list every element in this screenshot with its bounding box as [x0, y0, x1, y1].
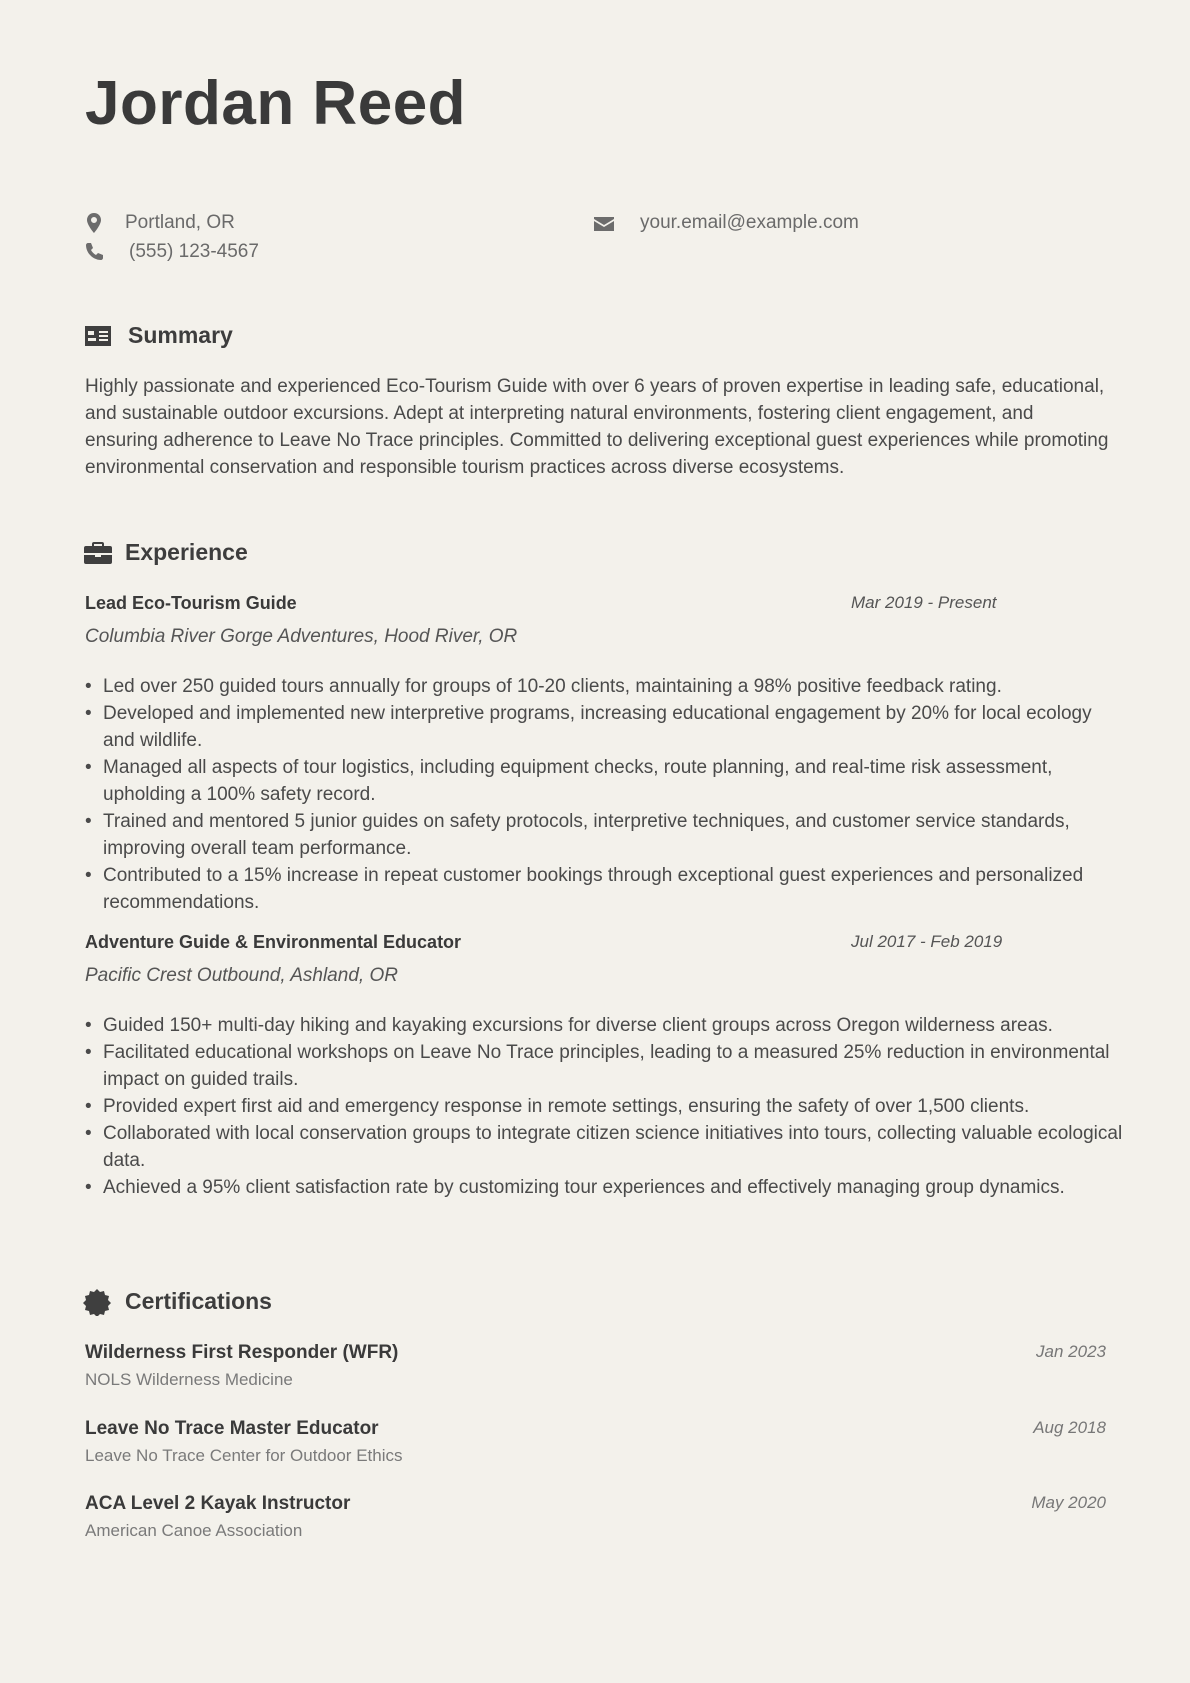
- cert-date: May 2020: [1031, 1493, 1106, 1512]
- list-item: • Achieved a 95% client satisfaction rate by customizing tour experiences and effectively managing group dynamics.: [103, 1174, 1123, 1201]
- cert-date: Jan 2023: [1036, 1342, 1106, 1361]
- job-title: Lead Eco-Tourism Guide: [85, 593, 297, 613]
- envelope-icon: [594, 214, 614, 234]
- briefcase-icon: [84, 539, 112, 567]
- list-item: • Managed all aspects of tour logistics, including equipment checks, route planning, and real-time risk assessment, upholding a 100% safety record.: [103, 754, 1123, 808]
- job-bullets: [85, 1012, 1123, 1201]
- job-title: Adventure Guide & Environmental Educator: [85, 932, 462, 952]
- list-item: • Trained and mentored 5 junior guides on safety protocols, interpretive techniques, and customer service standards, improving overall team performance.: [103, 808, 1123, 862]
- list-item: • Collaborated with local conservation groups to integrate citizen science initiatives into tours, collecting valuable ecological data.: [103, 1120, 1123, 1174]
- list-item: • Contributed to a 15% increase in repeat customer bookings through exceptional guest experiences and personalized recommendations.: [103, 862, 1123, 916]
- list-item: • Led over 250 guided tours annually for groups of 10-20 clients, maintaining a 98% positive feedback rating.: [103, 673, 1123, 700]
- contact-location: Portland, OR: [125, 212, 235, 233]
- job-company: Pacific Crest Outbound, Ashland, OR: [85, 965, 398, 986]
- cert-title: Leave No Trace Master Educator: [85, 1418, 379, 1439]
- experience-heading: Experience: [125, 539, 248, 565]
- list-item: • Developed and implemented new interpretive programs, increasing educational engagement by 20% for local ecology and wildlife.: [103, 700, 1123, 754]
- summary-text: Highly passionate and experienced Eco-Tourism Guide with over 6 years of proven expertise in leading safe, educational, and sustainable outdoor excursions. Adept at interpreting natural environments, fostering client engagement, and ensuring adherence to Leave No Trace principles. Committed to delivering exceptional guest experiences while promoting environmental conservation and responsible tourism practices across diverse ecosystems.: [85, 376, 1109, 478]
- cert-org: NOLS Wilderness Medicine: [85, 1370, 293, 1389]
- id-card-icon: [84, 322, 112, 350]
- cert-org: American Canoe Association: [85, 1521, 303, 1540]
- job-dates: Mar 2019 - Present: [851, 593, 997, 612]
- job-dates: Jul 2017 - Feb 2019: [851, 932, 1003, 951]
- list-item: • Provided expert first aid and emergency response in remote settings, ensuring the safety of over 1,500 clients.: [103, 1093, 1123, 1120]
- cert-title: Wilderness First Responder (WFR): [85, 1342, 399, 1363]
- certifications-heading: Certifications: [125, 1288, 272, 1314]
- cert-date: Aug 2018: [1033, 1418, 1106, 1437]
- certificate-icon: [83, 1288, 111, 1316]
- phone-icon: [84, 242, 104, 262]
- candidate-name: Jordan Reed: [85, 69, 467, 138]
- job-bullets: [85, 673, 1123, 916]
- contact-phone[interactable]: (555) 123-4567: [129, 241, 259, 262]
- cert-org: Leave No Trace Center for Outdoor Ethics: [85, 1446, 403, 1465]
- contact-email[interactable]: your.email@example.com: [640, 212, 859, 233]
- job-company: Columbia River Gorge Adventures, Hood River, OR: [85, 626, 518, 647]
- summary-heading: Summary: [128, 322, 233, 348]
- list-item: • Guided 150+ multi-day hiking and kayaking excursions for diverse client groups across Oregon wilderness areas.: [103, 1012, 1123, 1039]
- map-marker-icon: [84, 213, 104, 233]
- cert-title: ACA Level 2 Kayak Instructor: [85, 1493, 351, 1514]
- list-item: • Facilitated educational workshops on Leave No Trace principles, leading to a measured 25% reduction in environmental impact on guided trails.: [103, 1039, 1123, 1093]
